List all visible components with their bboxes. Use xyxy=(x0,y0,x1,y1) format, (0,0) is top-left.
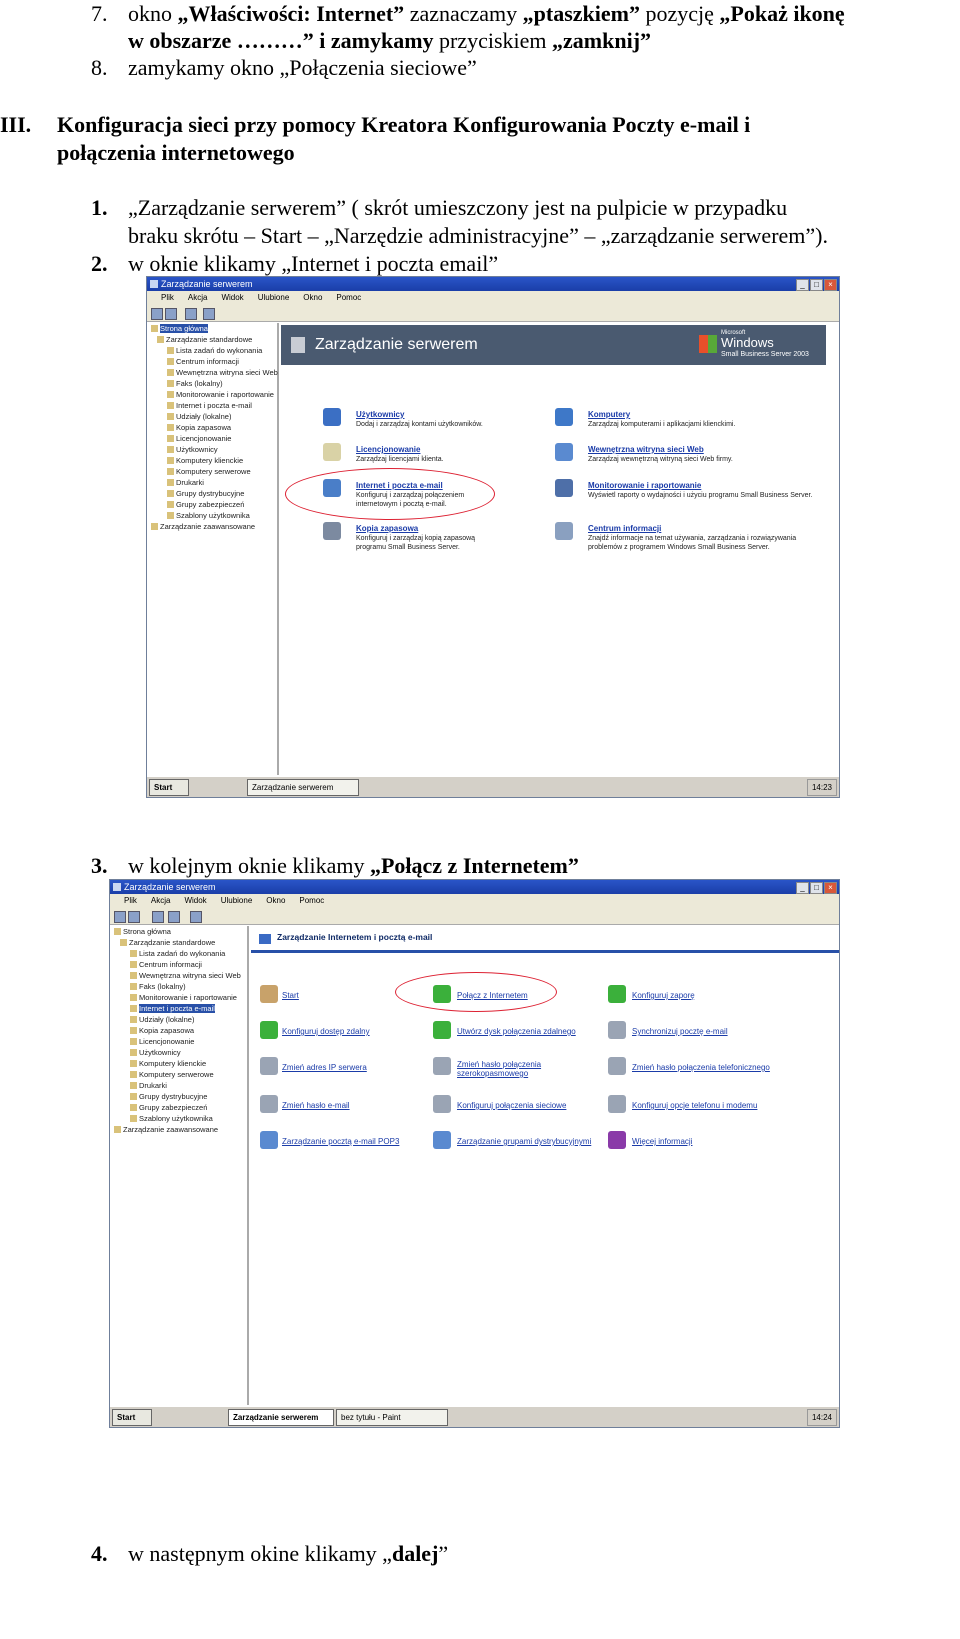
tree-item[interactable] xyxy=(110,1069,247,1080)
menu-view[interactable]: Widok xyxy=(184,896,207,905)
folder-icon xyxy=(167,402,174,409)
section-heading-line-1: Konfiguracja sieci przy pomocy Kreatora Konfigurowania Poczty e-mail i xyxy=(57,112,751,137)
highlight-ellipse xyxy=(285,468,495,520)
green-arrow-icon xyxy=(433,1021,451,1039)
close-button[interactable]: × xyxy=(824,882,837,894)
blue-arrow-icon xyxy=(433,1131,451,1149)
tree-item[interactable] xyxy=(110,1113,247,1124)
folder-icon xyxy=(130,1071,137,1078)
help-icon[interactable] xyxy=(190,911,202,923)
link-licensing[interactable]: Licencjonowanie xyxy=(356,445,421,454)
minimize-button[interactable]: _ xyxy=(796,882,809,894)
folder-icon xyxy=(130,1049,137,1056)
tree-label: Kopia zapasowa xyxy=(176,423,232,432)
step-3-line xyxy=(128,852,579,880)
text-span: „ptaszkiem” xyxy=(522,1,640,26)
tree-label: Grupy dystrybucyjne xyxy=(176,489,245,498)
menu-bar xyxy=(110,894,839,908)
tree-label: Komputery serwerowe xyxy=(176,467,251,476)
tree-item[interactable] xyxy=(147,466,277,477)
link-email-password[interactable]: Zmień hasło e-mail xyxy=(282,1101,350,1110)
maximize-button[interactable]: □ xyxy=(810,279,823,291)
tree-label: Udziały (lokalne) xyxy=(176,412,232,421)
folder-icon xyxy=(130,1005,137,1012)
tree-label: Licencjonowanie xyxy=(139,1037,195,1046)
desc-monitoring: Wyświetl raporty o wydajności i użyciu programu Small Business Server. xyxy=(588,492,813,499)
start-button[interactable]: Start xyxy=(149,779,189,796)
taskbar xyxy=(147,776,839,797)
text-span: pozycję xyxy=(639,1,720,26)
folder-icon xyxy=(167,380,174,387)
tree-label: Komputery klienckie xyxy=(176,456,244,465)
folder-icon xyxy=(130,1115,137,1122)
link-remote-access[interactable]: Konfiguruj dostęp zdalny xyxy=(282,1027,370,1036)
folder-icon xyxy=(167,358,174,365)
folder-icon xyxy=(130,1027,137,1034)
tree-label: Licencjonowanie xyxy=(176,434,232,443)
tree-item[interactable] xyxy=(147,323,277,334)
tree-label: Lista zadań do wykonania xyxy=(176,346,263,355)
link-information-center[interactable]: Centrum informacji xyxy=(588,524,662,533)
content-title: Zarządzanie Internetem i pocztą e-mail xyxy=(277,932,433,942)
tree-item[interactable] xyxy=(110,1080,247,1091)
tree-item[interactable] xyxy=(147,444,277,455)
help-book-icon xyxy=(608,1131,626,1149)
desc-intranet: Zarządzaj wewnętrzną witryną sieci Web firmy. xyxy=(588,456,733,463)
tree-item[interactable] xyxy=(110,981,247,992)
folder-icon xyxy=(167,347,174,354)
brand-windows: Windows xyxy=(721,335,774,350)
highlight-ellipse xyxy=(395,972,557,1012)
information-center-icon xyxy=(555,522,573,540)
tree-item[interactable] xyxy=(110,1124,247,1135)
taskbar-item-server-management[interactable]: Zarządzanie serwerem xyxy=(247,779,359,796)
desc-licensing: Zarządzaj licencjami klienta. xyxy=(356,456,444,463)
folder-icon xyxy=(114,1126,121,1133)
show-tree-icon[interactable] xyxy=(168,911,180,923)
folder-icon xyxy=(130,1038,137,1045)
tree-item[interactable] xyxy=(110,1091,247,1102)
tree-label: Grupy zabezpieczeń xyxy=(176,500,245,509)
link-start[interactable]: Start xyxy=(282,991,299,1000)
tree-item[interactable] xyxy=(110,1102,247,1113)
tree-label: Centrum informacji xyxy=(139,960,202,969)
link-configure-firewall[interactable]: Konfiguruj zaporę xyxy=(632,991,695,1000)
folder-icon xyxy=(167,501,174,508)
step-8-line xyxy=(128,54,477,82)
folder-icon xyxy=(151,325,158,332)
folder-icon xyxy=(130,1016,137,1023)
folder-icon xyxy=(130,1104,137,1111)
banner-title: Zarządzanie serwerem xyxy=(315,336,478,353)
tree-item[interactable] xyxy=(147,356,277,367)
tree-item[interactable] xyxy=(110,1047,247,1058)
folder-icon xyxy=(167,490,174,497)
tree-item[interactable] xyxy=(110,1058,247,1069)
tree-label: Użytkownicy xyxy=(139,1048,181,1057)
folder-icon xyxy=(151,523,158,530)
window-titlebar xyxy=(110,880,839,894)
menu-help[interactable]: Pomoc xyxy=(299,896,325,905)
maximize-button[interactable]: □ xyxy=(810,882,823,894)
tree-item[interactable] xyxy=(147,477,277,488)
folder-icon xyxy=(167,369,174,376)
home-icon xyxy=(260,985,278,1003)
menu-window[interactable]: Okno xyxy=(266,896,286,905)
folder-icon xyxy=(167,457,174,464)
tree-item[interactable] xyxy=(147,367,277,378)
tree-item[interactable] xyxy=(110,959,247,970)
folder-icon xyxy=(130,1093,137,1100)
text-span: ” xyxy=(438,1541,449,1566)
tree-item[interactable] xyxy=(147,433,277,444)
blue-arrow-icon xyxy=(260,1131,278,1149)
back-icon[interactable] xyxy=(151,308,163,320)
clock: 14:23 xyxy=(807,779,837,796)
menu-favorites[interactable]: Ulubione xyxy=(257,293,290,302)
tree-item[interactable] xyxy=(147,378,277,389)
tree-item[interactable] xyxy=(110,926,247,937)
brand-small: Microsoft xyxy=(721,330,746,336)
section-heading-line-2: połączenia internetowego xyxy=(57,140,295,165)
text-span: „Połącz z Internetem” xyxy=(369,853,579,878)
text-span: i zamykamy xyxy=(313,28,434,53)
text-span: w kolejnym oknie klikamy xyxy=(128,853,370,878)
tools-icon xyxy=(433,1057,451,1075)
link-connect-internet[interactable]: Połącz z Internetem xyxy=(457,991,528,1000)
window-title: Zarządzanie serwerem xyxy=(161,279,253,289)
text-span: „Właściwości: Internet” xyxy=(177,1,405,26)
folder-icon xyxy=(167,446,174,453)
tree-label: Drukarki xyxy=(139,1081,167,1090)
link-users[interactable]: Użytkownicy xyxy=(356,410,405,419)
tree-label: Faks (lokalny) xyxy=(139,982,186,991)
tree-label: Komputery klienckie xyxy=(139,1059,207,1068)
menu-file[interactable]: Plik xyxy=(124,896,137,905)
brand-sbs: Small Business Server 2003 xyxy=(721,351,809,358)
tree-label: Zarządzanie standardowe xyxy=(166,335,253,344)
tree-item[interactable] xyxy=(110,1025,247,1036)
text-span: w następnym okine klikamy „ xyxy=(128,1541,392,1566)
tree-label: Faks (lokalny) xyxy=(176,379,223,388)
folder-icon xyxy=(130,983,137,990)
tools-icon xyxy=(260,1057,278,1075)
tree-item[interactable] xyxy=(147,521,277,532)
back-icon[interactable] xyxy=(114,911,126,923)
tree-item[interactable] xyxy=(110,948,247,959)
window-icon xyxy=(113,883,121,891)
monitoring-icon xyxy=(555,479,573,497)
link-intranet[interactable]: Wewnętrzna witryna sieci Web xyxy=(588,445,704,454)
taskbar-item-server-management[interactable]: Zarządzanie serwerem xyxy=(228,1409,334,1426)
tree-label: Wewnętrzna witryna sieci Web xyxy=(139,971,241,980)
folder-icon xyxy=(114,928,121,935)
folder-icon xyxy=(120,939,127,946)
menu-action[interactable]: Akcja xyxy=(187,293,208,302)
tree-item[interactable] xyxy=(110,1014,247,1025)
link-computers[interactable]: Komputery xyxy=(588,410,631,419)
screenshot-server-management xyxy=(146,276,840,798)
tree-item[interactable] xyxy=(147,411,277,422)
show-tree-icon[interactable] xyxy=(185,308,197,320)
tree-label: Użytkownicy xyxy=(176,445,218,454)
link-remote-disk[interactable]: Utwórz dysk połączenia zdalnego xyxy=(457,1027,576,1036)
tree-item[interactable] xyxy=(147,455,277,466)
step-1-number: 1. xyxy=(91,195,108,220)
menu-bar xyxy=(147,291,839,305)
link-more-info[interactable]: Więcej informacji xyxy=(632,1137,693,1146)
desc-backup: Konfiguruj i zarządzaj kopią zapasową programu Small Business Server. xyxy=(356,535,476,551)
folder-icon xyxy=(130,1060,137,1067)
text-span: „zamknij” xyxy=(552,28,652,53)
step-4-number: 4. xyxy=(91,1541,108,1566)
console-tree xyxy=(110,926,249,1405)
folder-icon xyxy=(130,961,137,968)
content-header xyxy=(251,928,839,953)
screenshot-internet-email-management xyxy=(109,879,840,1428)
taskbar xyxy=(110,1406,839,1427)
step-7-line-1 xyxy=(128,0,845,28)
console-tree xyxy=(147,323,279,775)
step-4-line xyxy=(128,1540,448,1568)
toolbar xyxy=(110,908,839,925)
window-titlebar xyxy=(147,277,839,291)
tree-item[interactable] xyxy=(147,345,277,356)
desc-information-center: Znajdź informacje na temat używania, zarządzania i rozwiązywania problemów z programem Windows Small Business Server. xyxy=(588,535,797,551)
link-distribution-groups[interactable]: Zarządzanie grupami dystrybucyjnymi xyxy=(457,1137,592,1146)
tree-label: Zarządzanie standardowe xyxy=(129,938,216,947)
text-span: zaznaczamy xyxy=(404,1,523,26)
step-2-line: w oknie klikamy „Internet i poczta email” xyxy=(128,251,499,276)
server-icon xyxy=(291,337,305,353)
network-icon xyxy=(259,934,271,944)
tree-label: Monitorowanie i raportowanie xyxy=(176,390,274,399)
link-backup[interactable]: Kopia zapasowa xyxy=(356,524,419,533)
tree-label: Lista zadań do wykonania xyxy=(139,949,226,958)
folder-icon xyxy=(167,391,174,398)
clock: 14:24 xyxy=(807,1409,837,1426)
desc-computers: Zarządzaj komputerami i aplikacjami klienckimi. xyxy=(588,421,736,428)
tree-item[interactable] xyxy=(110,937,247,948)
green-arrow-icon xyxy=(608,985,626,1003)
tree-label: Grupy dystrybucyjne xyxy=(139,1092,208,1101)
tree-item[interactable] xyxy=(110,970,247,981)
server-banner xyxy=(281,325,826,365)
tree-item[interactable] xyxy=(147,488,277,499)
minimize-button[interactable]: _ xyxy=(796,279,809,291)
text-span: przyciskiem xyxy=(433,28,553,53)
desc-users: Dodaj i zarządzaj kontami użytkowników. xyxy=(356,421,483,428)
link-monitoring[interactable]: Monitorowanie i raportowanie xyxy=(588,481,702,490)
tree-item[interactable] xyxy=(110,992,247,1003)
window-title: Zarządzanie serwerem xyxy=(124,882,216,892)
link-sync-email[interactable]: Synchronizuj pocztę e-mail xyxy=(632,1027,728,1036)
forward-icon[interactable] xyxy=(165,308,177,320)
tools-icon xyxy=(608,1057,626,1075)
text-span: w obszarze ………” xyxy=(128,28,314,53)
tree-label: Internet i poczta e-mail xyxy=(176,401,252,410)
tree-label: Monitorowanie i raportowanie xyxy=(139,993,237,1002)
link-pop3[interactable]: Zarządzanie pocztą e-mail POP3 xyxy=(282,1137,400,1146)
menu-file[interactable]: Plik xyxy=(161,293,174,302)
tree-label: Udziały (lokalne) xyxy=(139,1015,195,1024)
folder-icon xyxy=(167,435,174,442)
section-number: III. xyxy=(0,112,32,137)
link-broadband-password[interactable]: Zmień hasło połączenia szerokopasmowego xyxy=(457,1060,542,1078)
step-8-number: 8. xyxy=(91,55,108,80)
toolbar xyxy=(147,305,839,322)
green-arrow-icon xyxy=(260,1021,278,1039)
licensing-icon xyxy=(323,443,341,461)
link-internet-email[interactable]: Internet i poczta e-mail xyxy=(356,481,443,490)
folder-icon xyxy=(130,950,137,957)
tree-item[interactable] xyxy=(147,499,277,510)
folder-icon xyxy=(167,512,174,519)
text-span: zamykamy okno xyxy=(128,55,280,80)
help-icon[interactable] xyxy=(203,308,215,320)
tree-item[interactable] xyxy=(147,422,277,433)
link-phone-modem[interactable]: Konfiguruj opcje telefonu i modemu xyxy=(632,1101,758,1110)
start-button[interactable]: Start xyxy=(112,1409,152,1426)
link-network-connections[interactable]: Konfiguruj połączenia sieciowe xyxy=(457,1101,567,1110)
step-2-number: 2. xyxy=(91,251,108,276)
tree-label: Kopia zapasowa xyxy=(139,1026,195,1035)
text-span: „Połączenia sieciowe” xyxy=(279,55,477,80)
menu-window[interactable]: Okno xyxy=(303,293,323,302)
tree-label: Zarządzanie zaawansowane xyxy=(160,522,256,531)
tools-icon xyxy=(608,1021,626,1039)
tools-icon xyxy=(433,1095,451,1113)
tree-item[interactable] xyxy=(110,1036,247,1047)
step-1-line-1: „Zarządzanie serwerem” ( skrót umieszczony jest na pulpicie w przypadku xyxy=(128,195,788,220)
up-icon[interactable] xyxy=(152,911,164,923)
tree-label: Zarządzanie zaawansowane xyxy=(123,1125,219,1134)
window-icon xyxy=(150,280,158,288)
folder-icon xyxy=(167,468,174,475)
step-7-line-2 xyxy=(128,27,651,55)
users-icon xyxy=(323,408,341,426)
tree-item[interactable] xyxy=(147,510,277,521)
tree-item[interactable] xyxy=(147,334,277,345)
folder-icon xyxy=(130,994,137,1001)
menu-favorites[interactable]: Ulubione xyxy=(220,896,253,905)
folder-icon xyxy=(130,1082,137,1089)
step-1-line-2: braku skrótu – Start – „Narzędzie administracyjne” – „zarządzanie serwerem”). xyxy=(128,223,828,248)
text-span: okno xyxy=(128,1,178,26)
taskbar-item-paint[interactable]: bez tytułu - Paint xyxy=(336,1409,448,1426)
tree-item[interactable] xyxy=(147,389,277,400)
folder-icon xyxy=(167,479,174,486)
computers-icon xyxy=(555,408,573,426)
link-change-ip[interactable]: Zmień adres IP serwera xyxy=(282,1063,367,1072)
tree-label: Grupy zabezpieczeń xyxy=(139,1103,208,1112)
step-3-number: 3. xyxy=(91,853,108,878)
tools-icon xyxy=(260,1095,278,1113)
tree-label: Szablony użytkownika xyxy=(176,511,250,520)
tree-label: Wewnętrzna witryna sieci Web xyxy=(176,368,278,377)
folder-icon xyxy=(167,424,174,431)
folder-icon xyxy=(157,336,164,343)
tree-label: Komputery serwerowe xyxy=(139,1070,214,1079)
tree-label: Strona główna xyxy=(160,324,208,333)
folder-icon xyxy=(167,413,174,420)
step-7-number: 7. xyxy=(91,1,108,26)
text-span: „Pokaż ikonę xyxy=(719,1,845,26)
tree-label: Drukarki xyxy=(176,478,204,487)
link-dialup-password[interactable]: Zmień hasło połączenia telefonicznego xyxy=(632,1063,770,1072)
tree-label: Centrum informacji xyxy=(176,357,239,366)
backup-icon xyxy=(323,522,341,540)
forward-icon[interactable] xyxy=(128,911,140,923)
windows-logo-icon xyxy=(699,335,717,353)
folder-icon xyxy=(130,972,137,979)
close-button[interactable]: × xyxy=(824,279,837,291)
text-span: dalej xyxy=(391,1541,439,1566)
tree-item[interactable] xyxy=(147,400,277,411)
menu-view[interactable]: Widok xyxy=(221,293,244,302)
tree-label: Szablony użytkownika xyxy=(139,1114,213,1123)
menu-action[interactable]: Akcja xyxy=(150,896,171,905)
desc-internet-email: Konfiguruj i zarządzaj połączeniem internetowym i pocztą e-mail. xyxy=(356,492,465,508)
menu-help[interactable]: Pomoc xyxy=(336,293,362,302)
tools-icon xyxy=(608,1095,626,1113)
intranet-icon xyxy=(555,443,573,461)
tree-label: Internet i poczta e-mail xyxy=(139,1004,215,1013)
tree-item[interactable] xyxy=(110,1003,247,1014)
tree-label: Strona główna xyxy=(123,927,171,936)
